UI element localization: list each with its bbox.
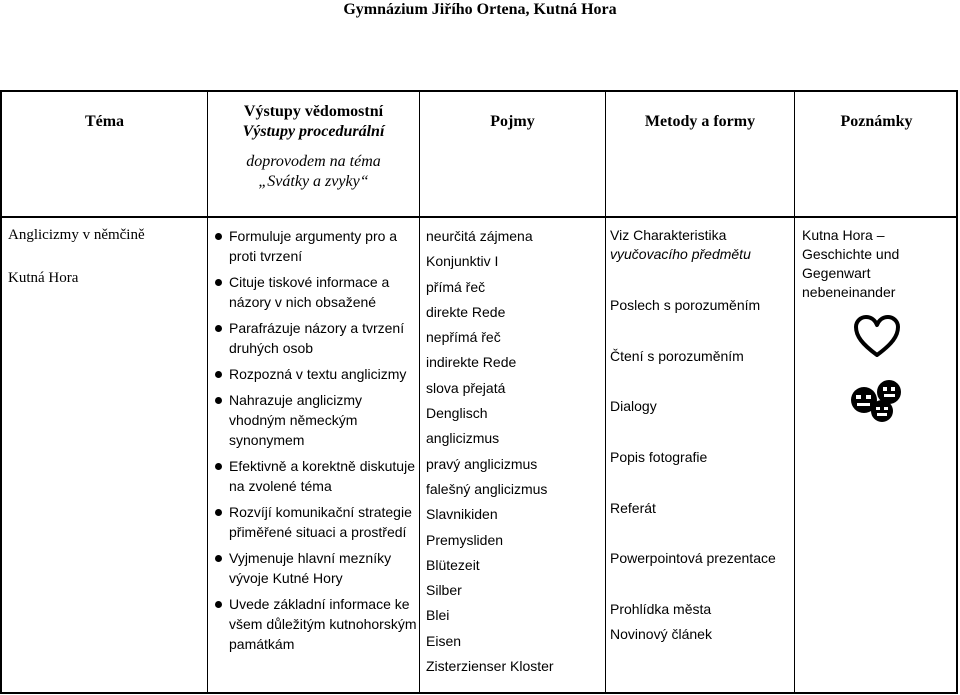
metody-predmet: vyučovacího předmětu (610, 246, 751, 262)
heart-icon (852, 314, 902, 360)
pojem-item: Silber (426, 582, 462, 599)
header-pojmy: Pojmy (490, 113, 535, 130)
subheader-line2: „Svátky a zvyky“ (258, 173, 369, 190)
pojem-item: anglicizmus (426, 430, 500, 447)
pojem-item: Blei (426, 607, 450, 624)
col-divider (605, 92, 606, 692)
metoda-item: Prohlídka města (610, 601, 712, 617)
pojem-item: Denglisch (426, 405, 488, 422)
metoda-item: Poslech s porozuměním (610, 297, 761, 313)
header-tema: Téma (84, 113, 125, 130)
vystup-item: Rozpozná v textu anglicizmy (211, 364, 417, 384)
pojem-item: Blütezeit (426, 556, 480, 573)
metoda-item: Popis fotografie (610, 449, 708, 465)
poznamka-line: nebeneinander (802, 284, 896, 300)
header-poznamky: Poznámky (840, 113, 913, 130)
pojem-item: neurčitá zájmena (426, 228, 533, 244)
tema-cell (8, 226, 203, 288)
vystup-item: Uvede základní informace ke všem důležitým kutnohorským památkám (211, 594, 417, 654)
vystup-item: Nahrazuje anglicizmy vhodným německým synonymem (211, 390, 417, 450)
pojem-item: slova přejatá (426, 379, 506, 396)
vystup-item: Cituje tiskové informace a názory v nich obsažené (211, 272, 417, 312)
poznamky-cell (802, 226, 956, 302)
poznamka-line: Gegenwart (802, 265, 871, 281)
tema-item: Kutná Hora (8, 270, 79, 286)
vystup-item: Efektivně a korektně diskutuje na zvolené téma (211, 456, 417, 496)
pojem-item: Zisterzienser Kloster (426, 658, 554, 675)
subheader-line1: doprovodem na téma (246, 153, 381, 170)
row-divider (2, 216, 956, 218)
metoda-item: Referát (610, 500, 656, 516)
pojem-item: pravý anglicizmus (426, 455, 538, 472)
vystupy-cell (211, 226, 417, 660)
pojmy-cell (426, 224, 604, 679)
curriculum-table (0, 90, 958, 694)
metoda-item: Čtení s porozuměním (610, 348, 744, 364)
metoda-item: Novinový článek (610, 626, 712, 642)
pojem-item: přímá řeč (426, 278, 486, 295)
poznamka-line: Kutna Hora – (802, 227, 885, 243)
pojem-item: Eisen (426, 632, 462, 649)
metoda-item: Powerpointová prezentace (610, 550, 776, 566)
tema-item: Anglicizmy v němčině (8, 227, 145, 243)
poznamka-line: Geschichte und (802, 246, 900, 262)
people-faces-icon (848, 378, 906, 424)
pojem-item: direkte Rede (426, 303, 506, 320)
vystup-item: Formuluje argumenty pro a proti tvrzení (211, 226, 417, 266)
vystup-item: Parafrázuje názory a tvrzení druhých osob (211, 318, 417, 358)
pojem-item: Konjunktiv I (426, 253, 499, 270)
header-vystupy-proceduralni: Výstupy procedurální (242, 123, 385, 140)
school-title: Gymnázium Jiřího Ortena, Kutná Hora (343, 1, 617, 18)
metoda-item: Dialogy (610, 398, 657, 414)
header-vystupy-vedomostni: Výstupy vědomostní (243, 103, 384, 120)
metody-viz: Viz Charakteristika (610, 227, 727, 243)
pojem-item: nepřímá řeč (426, 329, 501, 346)
pojem-item: falešný anglicizmus (426, 480, 548, 497)
col-divider (419, 92, 420, 692)
pojem-item: Premysliden (426, 531, 504, 548)
vystup-item: Rozvíjí komunikační strategie přiměřené situaci a prostředí (211, 502, 417, 542)
header-metody: Metody a formy (644, 113, 756, 130)
col-divider (794, 92, 795, 692)
vystup-item: Vyjmenuje hlavní mezníky vývoje Kutné Hory (211, 548, 417, 588)
pojem-item: Slavnikiden (426, 506, 498, 523)
pojem-item: indirekte Rede (426, 354, 517, 371)
